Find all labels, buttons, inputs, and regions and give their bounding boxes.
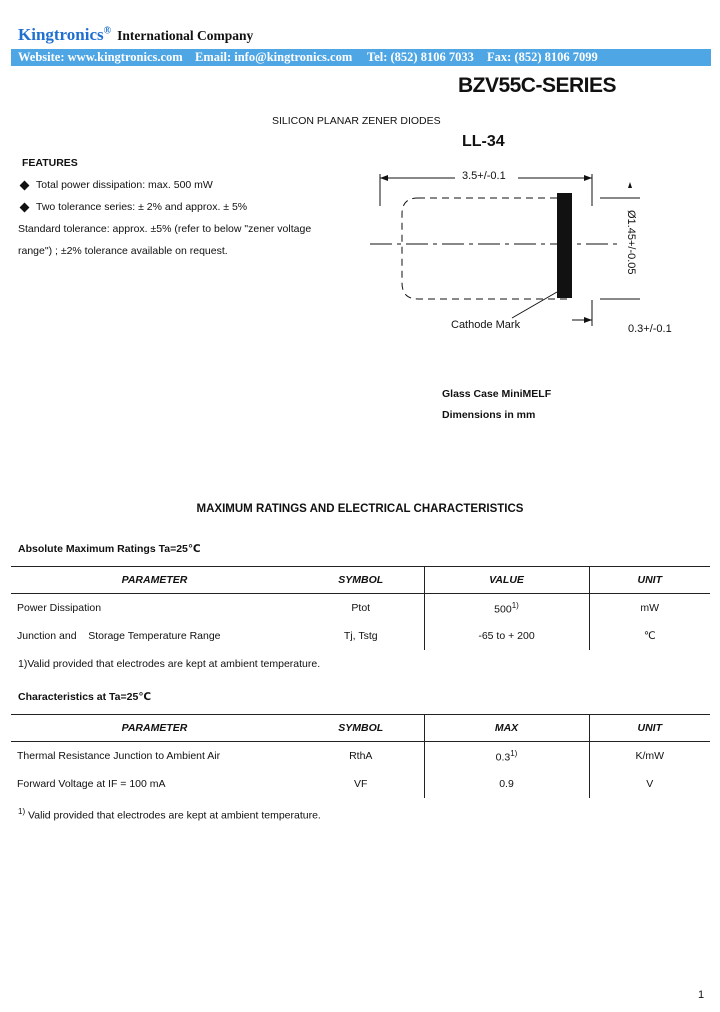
length-dimension-label: 3.5+/-0.1	[462, 170, 506, 182]
footnote-mark: 1)	[18, 807, 26, 816]
abs-max-footnote: 1)Valid provided that electrodes are kept at ambient temperature.	[18, 658, 321, 670]
tolerance-note-line2: range") ; ±2% tolerance available on request.	[18, 245, 228, 257]
cell-symbol: RthA	[349, 750, 373, 762]
diameter-label: Ø1.45+/-0.05	[625, 210, 637, 275]
col-header: PARAMETER	[11, 715, 298, 742]
table-row	[11, 622, 710, 650]
col-header: SYMBOL	[298, 567, 424, 594]
feature-item: Two tolerance series: ± 2% and approx. ± 5%	[21, 201, 247, 213]
col-header: UNIT	[589, 567, 710, 594]
website-link[interactable]: Website: www.kingtronics.com	[18, 50, 183, 64]
contact-bar	[11, 49, 711, 66]
arrow-right-icon	[584, 175, 592, 181]
table-header-row	[11, 715, 710, 742]
col-header: UNIT	[589, 715, 710, 742]
cell-parameter: Power Dissipation	[17, 602, 102, 614]
cathode-leader-line	[512, 292, 557, 318]
brand-name: Kingtronics	[18, 25, 104, 44]
section-title: MAXIMUM RATINGS AND ELECTRICAL CHARACTERISTICS	[196, 503, 524, 515]
arrow-down-icon	[628, 182, 632, 188]
cell-parameter: Junction and Storage Temperature Range	[17, 630, 221, 642]
table-row	[11, 742, 710, 771]
cell-value: 0.3$^{1)}$	[424, 742, 589, 771]
bullet-diamond-icon	[20, 180, 30, 190]
cell-value: 0.9	[424, 770, 589, 798]
email-link[interactable]: Email: info@kingtronics.com	[195, 50, 353, 64]
fax: Fax: (852) 8106 7099	[487, 50, 598, 64]
cell-parameter: Thermal Resistance Junction to Ambient Air	[17, 750, 221, 762]
characteristics-table	[11, 714, 710, 798]
cell-unit: ℃	[589, 622, 710, 650]
table-header-row	[11, 567, 710, 594]
product-subtitle: SILICON PLANAR ZENER DIODES	[272, 115, 441, 127]
col-header: PARAMETER	[11, 567, 298, 594]
cell-unit: V	[589, 770, 710, 798]
col-header: VALUE	[424, 567, 589, 594]
characteristics-footnote: $^{1)}$ Valid provided that electrodes are kept at ambient temperature.	[18, 807, 321, 822]
abs-max-table	[11, 566, 710, 650]
features-heading: FEATURES	[22, 157, 78, 169]
col-header: MAX	[424, 715, 589, 742]
dimensions-unit: Dimensions in mm	[442, 409, 536, 421]
bullet-diamond-icon	[20, 202, 30, 212]
telephone: Tel: (852) 8106 7033	[367, 50, 474, 64]
package-label: LL-34	[462, 133, 505, 150]
table-row	[11, 594, 710, 623]
feature-item: Total power dissipation: max. 500 mW	[21, 179, 213, 191]
abs-max-caption: Absolute Maximum Ratings Ta=25℃	[18, 543, 201, 555]
cell-value: -65 to + 200	[424, 622, 589, 650]
cell-unit: mW	[589, 594, 710, 623]
band-dimension-label: 0.3+/-0.1	[628, 323, 672, 335]
registered-mark: ®	[103, 25, 112, 37]
case-type: Glass Case MiniMELF	[442, 388, 552, 400]
cell-symbol: VF	[354, 778, 368, 790]
cell-parameter: Forward Voltage at IF = 100 mA	[17, 778, 166, 790]
cell-value: 500$^{1)}$	[424, 594, 589, 623]
arrow-right-small-icon	[584, 317, 592, 323]
cathode-mark-label: Cathode Mark	[451, 319, 521, 331]
series-title: BZV55C-SERIES	[457, 74, 616, 97]
cathode-band	[557, 193, 572, 298]
company-logo	[18, 25, 253, 45]
tolerance-note-line1: Standard tolerance: approx. ±5% (refer to below "zener voltage	[18, 223, 312, 235]
col-header: SYMBOL	[298, 715, 424, 742]
characteristics-caption: Characteristics at Ta=25℃	[18, 691, 152, 703]
page-number: 1	[698, 989, 705, 1001]
company-name: International Company	[117, 28, 254, 43]
glass-body-outline	[402, 198, 568, 299]
cell-symbol: Tj, Tstg	[343, 630, 378, 642]
table-row	[11, 770, 710, 798]
cell-symbol: Ptot	[351, 602, 371, 614]
arrow-left-icon	[380, 175, 388, 181]
cell-unit: K/mW	[589, 742, 710, 771]
